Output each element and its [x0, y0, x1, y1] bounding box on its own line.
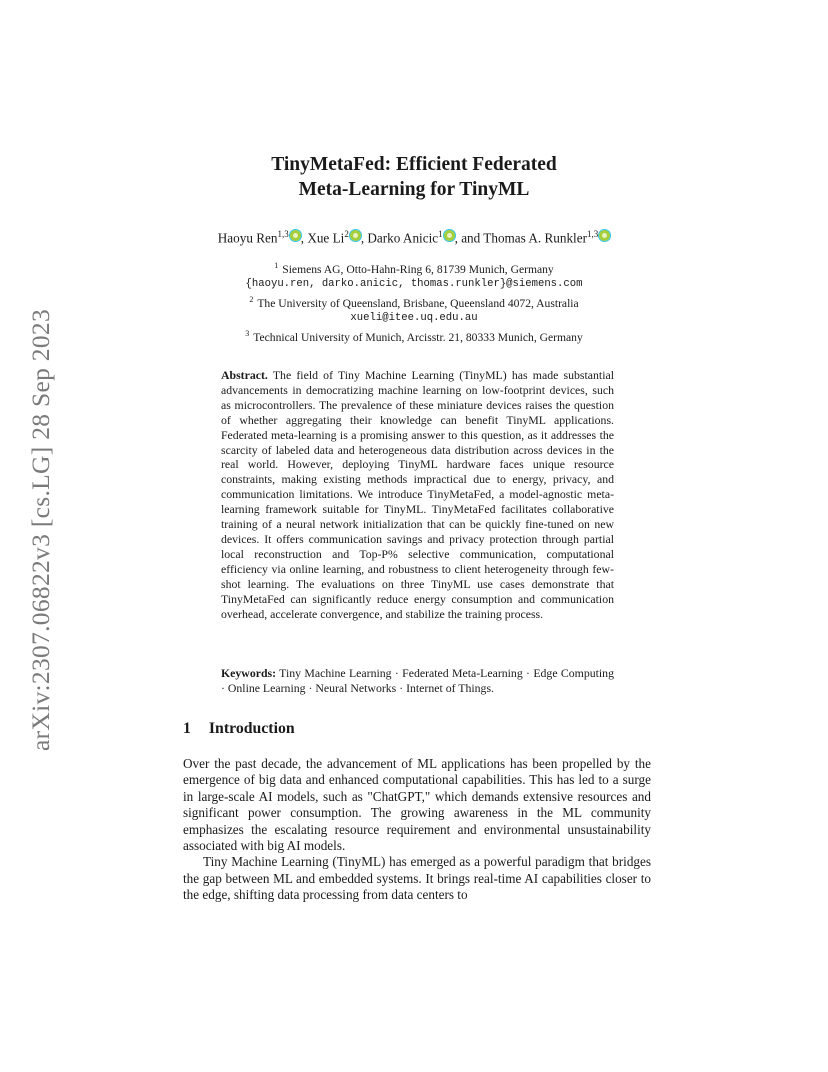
section-heading: [183, 720, 295, 738]
keywords-text: Tiny Machine Learning · Federated Meta-Learning · Edge Computing · Online Learning · Neural Networks · Internet of Things.: [221, 666, 614, 695]
author-affiliation-marker: 1,3: [586, 229, 599, 239]
affiliation-2-email[interactable]: xueli@itee.uq.edu.au: [350, 311, 478, 324]
author-name: Darko Anicic: [367, 230, 439, 246]
keywords: [221, 666, 614, 696]
orcid-icon[interactable]: [599, 230, 610, 241]
author-affiliation-marker: 2: [344, 229, 349, 239]
body-paragraph: Over the past decade, the advancement of ML applications has been propelled by the emergence of big data and enhanced computational capabilities. This has led to a surge in large-scale AI models, such as "ChatGPT," which demands extensive resources and significant power consumption. The growing awareness in the ML community emphasizes the escalating resource requirement and environmental unsustainability associated with big AI models.: [183, 756, 651, 854]
orcid-icon[interactable]: [350, 230, 361, 241]
affiliation-number: 3: [245, 328, 250, 338]
affiliation-number: 2: [249, 294, 254, 304]
affiliation-1: [150, 258, 678, 277]
paper-title: [150, 152, 678, 202]
author-name: Thomas A. Runkler: [483, 230, 587, 246]
affiliation-1-email[interactable]: {haoyu.ren, darko.anicic, thomas.runkler}@siemens.com: [245, 277, 583, 290]
paper-title-line-2: Meta-Learning for TinyML: [298, 179, 530, 200]
affiliation-list: [150, 258, 678, 345]
author-separator: ,: [360, 230, 368, 246]
author-affiliation-marker: 1: [438, 229, 443, 239]
affiliation-2: [150, 292, 678, 311]
arxiv-identifier-text: arXiv:2307.06822v3 [cs.LG] 28 Sep 2023: [26, 308, 55, 752]
author-list: [150, 229, 678, 246]
paper-title-line-1: TinyMetaFed: Efficient Federated: [271, 154, 557, 175]
introduction-body: [183, 756, 651, 904]
author-separator: ,: [300, 230, 308, 246]
abstract: [221, 368, 614, 621]
affiliation-text: The University of Queensland, Brisbane, Queensland 4072, Australia: [257, 296, 579, 310]
orcid-icon[interactable]: [290, 230, 301, 241]
author-name: Haoyu Ren: [217, 230, 278, 246]
author-name: Xue Li: [307, 230, 345, 246]
arxiv-identifier-stamp: [26, 300, 56, 760]
abstract-text: The field of Tiny Machine Learning (TinyML) has made substantial advancements in democratizing machine learning on low-footprint devices, such as microcontrollers. The prevalence of these miniature devices raises the question of whether aggregating their knowledge can benefit TinyML applications. Federated meta-learning is a promising answer to this question, as it addresses the scarcity of labeled data and heterogeneous data distribution across devices in the real world. However, deploying TinyML hardware faces unique resource constraints, making existing methods impractical due to energy, privacy, and communication limitations. We introduce TinyMetaFed, a model-agnostic meta-learning framework suitable for TinyML. TinyMetaFed facilitates collaborative training of a neural network initialization that can be quickly fine-tuned on new devices. It offers communication savings and privacy protection through partial local reconstruction and Top-P% selective communication, computational efficiency via online learning, and robustness to client heterogeneity through few-shot learning. The evaluations on three TinyML use cases demonstrate that TinyMetaFed can significantly reduce energy consumption and communication overhead, accelerate convergence, and stabilize the training process.: [221, 368, 614, 621]
keywords-label: Keywords:: [221, 666, 277, 680]
affiliation-text: Technical University of Munich, Arcisstr. 21, 80333 Munich, Germany: [253, 330, 583, 344]
author-affiliation-marker: 1,3: [277, 229, 289, 239]
section-title: Introduction: [208, 720, 295, 737]
affiliation-3: [150, 326, 678, 345]
affiliation-number: 1: [274, 261, 279, 270]
orcid-icon[interactable]: [444, 230, 455, 241]
abstract-label: Abstract.: [221, 368, 268, 382]
body-paragraph: Tiny Machine Learning (TinyML) has emerged as a powerful paradigm that bridges the gap between ML and embedded systems. It brings real-time AI capabilities closer to the edge, shifting data processing from data centers to: [183, 854, 651, 903]
author-separator: , and: [454, 230, 484, 246]
section-number: 1: [183, 720, 191, 737]
affiliation-text: Siemens AG, Otto-Hahn-Ring 6, 81739 Munich, Germany: [282, 262, 554, 276]
